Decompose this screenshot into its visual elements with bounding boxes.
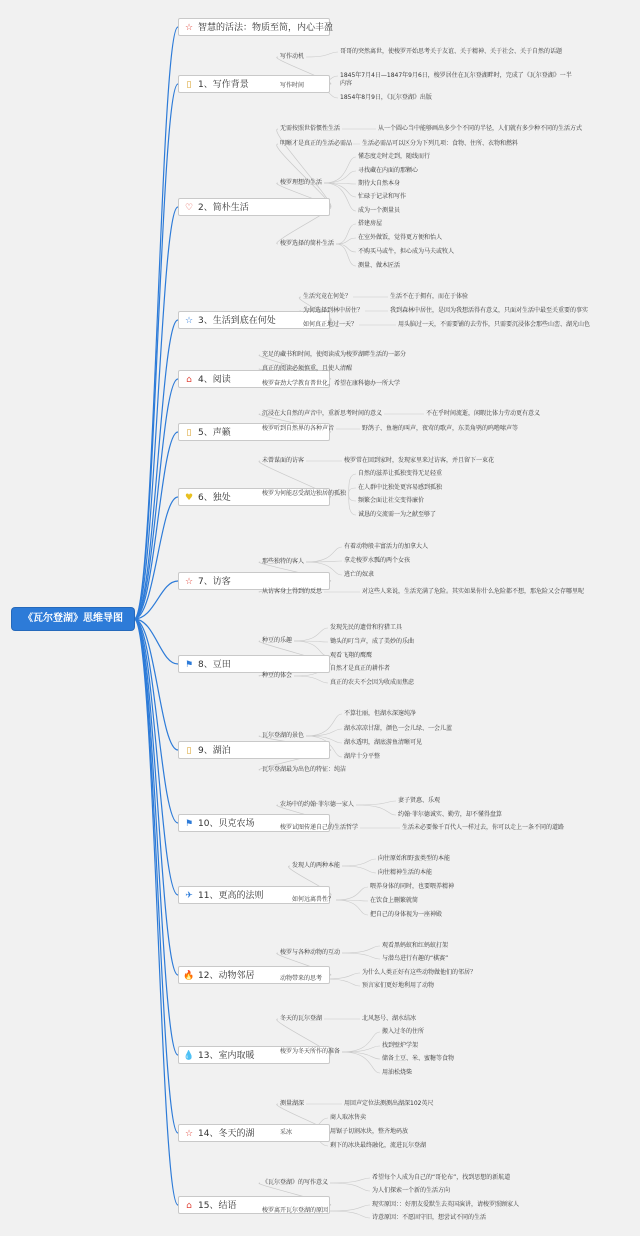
subtopic-label[interactable]: 从访客身上得到的反思 [262, 588, 323, 595]
topic-icon: ✈ [185, 891, 193, 901]
topic-label: 15、结语 [198, 1201, 237, 1211]
subtopic-label[interactable]: 如何远离兽性？ [292, 896, 335, 903]
item-label[interactable]: 1845年7月4日—1847年9月6日，梭罗居住在瓦尔登湖畔时，完成了《瓦尔登湖》一半内容 [340, 72, 572, 87]
item-label[interactable]: 哥哥的突然离世，使梭罗开始思考关于友谊、关于精神、关于社会、关于自然的话题 [340, 48, 563, 55]
topic-icon: 💧 [183, 1051, 195, 1061]
item-label[interactable]: 希望每个人成为自己的“哥伦布”，找到思想的新航道 [372, 1174, 511, 1181]
topic-icon: ♡ [184, 203, 194, 213]
topic-node[interactable] [178, 741, 330, 759]
item-label[interactable]: 现实原因：：好朋友爱默生去英国演讲，请梭罗照顾家人 [372, 1201, 520, 1208]
item-label[interactable]: 梭罗常在回到家时，发现家里来过访客，并且留下一束花 [344, 457, 495, 464]
item-label[interactable]: 向往原始和野蛮类型的本能 [378, 855, 451, 862]
item-label[interactable]: 发现先民的遗骨和狩猎工具 [330, 624, 403, 631]
item-label[interactable]: 生活不在于拥有，而在于体验 [390, 293, 469, 300]
item-label[interactable]: 自然才是真正的耕作者 [330, 665, 391, 672]
topic-label: 12、动物邻居 [198, 971, 255, 981]
topic-icon: ☆ [184, 1129, 194, 1139]
subtopic-label[interactable]: 梭罗离开瓦尔登湖的原因 [262, 1207, 329, 1214]
item-label[interactable]: 向往精神生活的本能 [378, 869, 433, 876]
subtopic-label[interactable]: 梭罗选择的简朴生活 [280, 240, 335, 247]
item-label[interactable]: 有着动物般丰富活力的加拿大人 [344, 543, 429, 550]
item-label[interactable]: 在人群中比独处更容易感到孤独 [358, 484, 443, 491]
item-label[interactable]: 湖水凉凉甘甜，颜色一会儿绿、一会儿蓝 [344, 725, 453, 732]
item-label[interactable]: 剩下的冰块最终融化，流进瓦尔登湖 [330, 1142, 427, 1149]
topic-icon: ▯ [186, 80, 192, 90]
subtopic-label[interactable]: 动物带来的思考 [280, 975, 323, 982]
item-label[interactable]: 搬入过冬的住所 [382, 1028, 425, 1035]
item-label[interactable]: 不在乎时间流逝，闲暇比体力劳动更有意义 [426, 410, 541, 417]
subtopic-label[interactable]: 农场中的约翰·菲尔德一家人 [280, 801, 354, 808]
topic-label: 3、生活到底在何处 [198, 316, 276, 326]
item-label[interactable]: 用油松烧柴 [382, 1069, 413, 1076]
item-label[interactable]: 观看黑蚂蚁和红蚂蚁打架 [382, 942, 449, 949]
item-label[interactable]: 我到森林中居住，是因为我想活得有意义，只面对生活中最至关重要的事实 [390, 307, 589, 314]
topic-icon: ▯ [186, 746, 192, 756]
item-label[interactable]: 用头脑过一天，不需要铺的去劳作，只需要沉浸体会那些山峦、湖光山色 [398, 321, 591, 328]
item-label[interactable]: 真正的农夫不会因为收成而焦虑 [330, 679, 415, 686]
subtopic-label[interactable]: 写作时间 [280, 82, 305, 89]
item-label[interactable]: 约翰·菲尔德诚实、勤劳，却不懂得盘算 [398, 811, 502, 818]
item-label[interactable]: 成为一个测量员 [358, 207, 401, 214]
subtopic-label[interactable]: 梭罗奋劲大学教育普世化，希望在康科德办一所大学 [262, 380, 401, 387]
subtopic-label[interactable]: 种豆的乐趣 [262, 637, 293, 644]
item-label[interactable]: 期待大自然本身 [358, 180, 401, 187]
item-label[interactable]: 测量、做木匠活 [358, 262, 401, 269]
topic-label: 11、更高的法则 [198, 891, 264, 901]
item-label[interactable]: 逃亡的奴隶 [344, 571, 375, 578]
subtopic-label[interactable]: 真正的阅读必须慎重，且使人清醒 [262, 365, 353, 372]
subtopic-label[interactable]: 那些独特的客人 [262, 558, 305, 565]
item-label[interactable]: 为什么人类正好有这些动物做他们的邻居？ [362, 969, 477, 976]
subtopic-label[interactable]: 梭罗试图传递自己的生活哲学 [280, 824, 359, 831]
item-label[interactable]: 自然的滋养让孤独变得无足轻重 [358, 470, 443, 477]
subtopic-label[interactable]: 写作动机 [280, 53, 305, 60]
topic-label: 6、独处 [198, 493, 231, 503]
item-label[interactable]: 为人们探索一个新的生活方向 [372, 1187, 451, 1194]
topic-icon: ▯ [186, 428, 192, 438]
topic-icon: ♥ [184, 493, 194, 503]
item-label[interactable]: 忙碌于记录和写作 [358, 193, 407, 200]
subtopic-label[interactable]: 瓦尔登湖的景色 [262, 732, 305, 739]
topic-label: 4、阅读 [198, 375, 231, 385]
item-label[interactable]: 频繁会面让社交变得廉价 [358, 497, 425, 504]
item-label[interactable]: 找到壁炉学架 [382, 1042, 419, 1049]
item-label[interactable]: 诚恳的交流需一为之献至够了 [358, 511, 437, 518]
topic-node[interactable] [178, 198, 330, 216]
topic-label: 5、声籁 [198, 428, 231, 438]
subtopic-label[interactable]: 梭罗理想的生活 [280, 179, 323, 186]
item-label[interactable]: 1854年8月9日，《瓦尔登湖》出版 [340, 94, 432, 101]
root-topic[interactable]: 《瓦尔登湖》思维导图 [12, 608, 134, 630]
item-label[interactable]: 湖岸十分平整 [344, 753, 381, 760]
subtopic-label[interactable]: 未曾谋面的访客 [262, 457, 305, 464]
item-label[interactable]: 不购买马或牛，担心成为马夫或牧人 [358, 248, 455, 255]
subtopic-label[interactable]: 充足的藏书和时间，使阅读成为梭罗湖畔生活的一部分 [262, 351, 407, 358]
topic-label: 1、写作背景 [198, 80, 249, 90]
item-label[interactable]: 北风怒号、湖水结冰 [362, 1015, 417, 1022]
topic-icon: ⌂ [186, 1201, 192, 1211]
topic-icon: 🔥 [183, 971, 195, 981]
topic-node[interactable] [178, 75, 330, 93]
item-label[interactable]: 妻子贤惠、乐观 [398, 797, 441, 804]
subtopic-label[interactable]: 《瓦尔登湖》的写作意义 [262, 1179, 329, 1186]
subtopic-label[interactable]: 沉浸在大自然的声音中，重新思考时间的意义 [262, 410, 383, 417]
subtopic-label[interactable]: 瓦尔登湖最为出色的特征：纯洁 [262, 766, 347, 773]
subtopic-label[interactable]: 梭罗听到自然界的各种声音 [262, 425, 335, 432]
subtopic-label[interactable]: 无需按照世俗惯性生活 [280, 125, 341, 132]
subtopic-label[interactable]: 发现人的两种本能 [292, 862, 341, 869]
topic-icon: ☆ [184, 23, 194, 33]
subtopic-label[interactable]: 明晰才是真正的生活必需品 [280, 140, 353, 147]
topic-label: 智慧的活法：物质至简，内心丰盈 [198, 23, 334, 33]
item-label[interactable]: 预言家们更好地利用了动物 [362, 982, 435, 989]
topic-icon: ☆ [184, 577, 194, 587]
item-label[interactable]: 用锯子切割冰块，整齐地码放 [330, 1128, 409, 1135]
topic-label: 2、简朴生活 [198, 203, 249, 213]
item-label[interactable]: 观看飞翔的鹰鹰 [330, 652, 373, 659]
topic-label: 10、贝克农场 [198, 819, 255, 829]
item-label[interactable]: 在室外做饭，觉得更方便和怡人 [358, 234, 443, 241]
item-label[interactable]: 把自己的身体视为一座神殿 [370, 911, 443, 918]
topic-icon: ☆ [184, 316, 194, 326]
item-label[interactable]: 在饮食上删繁就简 [370, 897, 419, 904]
item-label[interactable]: 商人取冰售卖 [330, 1114, 367, 1121]
item-label[interactable]: 喂养身体的同时，也要喂养精神 [370, 883, 455, 890]
topic-icon: ⚑ [184, 660, 194, 670]
item-label[interactable]: 生活必需品可以区分为下列几项：食物、住所、衣物和燃料 [362, 140, 519, 147]
item-label[interactable]: 野鸽子、鱼塘的叫声，夜莺的歌声，东美角鸮的呜噜嗦声等 [362, 425, 519, 432]
item-label[interactable]: 对这些人来说，生活充满了危险。其实如果你什么危险都不想，那危险又会存哪里呢 [362, 588, 585, 595]
topic-label: 14、冬天的湖 [198, 1129, 255, 1139]
item-label[interactable]: 寻找藏在内面的那颗心 [358, 167, 419, 174]
subtopic-label[interactable]: 梭罗为何能忍受湖边独居的孤独 [262, 490, 347, 497]
topic-label: 9、湖泊 [198, 746, 231, 756]
item-label[interactable]: 储备土豆、米、蜜糖等食物 [382, 1055, 455, 1062]
item-label[interactable]: 搭建房屋 [358, 220, 383, 227]
item-label[interactable]: 从一个圆心当中能够画出多少个不同的半径，人们就有多少种不同的生活方式 [378, 125, 583, 132]
subtopic-label[interactable]: 冬天的瓦尔登湖 [280, 1015, 323, 1022]
subtopic-label[interactable]: 梭罗为冬天所作的准备 [280, 1048, 341, 1055]
subtopic-label[interactable]: 梭罗与各种动物的互动 [280, 949, 341, 956]
item-label[interactable]: 不算壮丽，但湖水深邃纯净 [344, 710, 417, 717]
topic-icon: ⌂ [186, 375, 192, 385]
item-label[interactable]: 锄头的叮当声，成了美妙的乐曲 [330, 638, 415, 645]
subtopic-label[interactable]: 生活究竟在何处？ [303, 293, 352, 300]
item-label[interactable]: 与潜鸟进行有趣的“棋赛” [382, 955, 449, 962]
topic-label: 13、室内取暖 [198, 1051, 255, 1061]
item-label[interactable]: 湖水透明，湖底游鱼清晰可见 [344, 739, 423, 746]
topic-node[interactable] [178, 1124, 330, 1142]
subtopic-label[interactable]: 采冰 [280, 1129, 293, 1136]
topic-node[interactable] [178, 655, 330, 673]
item-label[interactable]: 生活未必要像千百代人一样过去，你可以走上一条不同的道路 [402, 824, 565, 831]
topic-node[interactable] [178, 18, 334, 36]
item-label[interactable]: 懂态度走时走到，随线而行 [358, 153, 431, 160]
topic-icon: ⚑ [184, 819, 194, 829]
subtopic-label[interactable]: 如何真正地过一天？ [303, 321, 358, 328]
item-label[interactable]: 用回声定位法测测出湖深102英尺 [344, 1100, 434, 1107]
subtopic-label[interactable]: 为何选择到林中居住？ [303, 307, 364, 314]
subtopic-label[interactable]: 种豆的体会 [262, 672, 293, 679]
item-label[interactable]: 拿走梭罗水瓢的两个女孩 [344, 557, 411, 564]
topic-label: 8、豆田 [198, 660, 231, 670]
item-label[interactable]: 诗意原因：不愿固守旧，想尝试不同的生活 [372, 1214, 487, 1221]
topic-label: 7、访客 [198, 577, 231, 587]
subtopic-label[interactable]: 测量湖深 [280, 1100, 305, 1107]
